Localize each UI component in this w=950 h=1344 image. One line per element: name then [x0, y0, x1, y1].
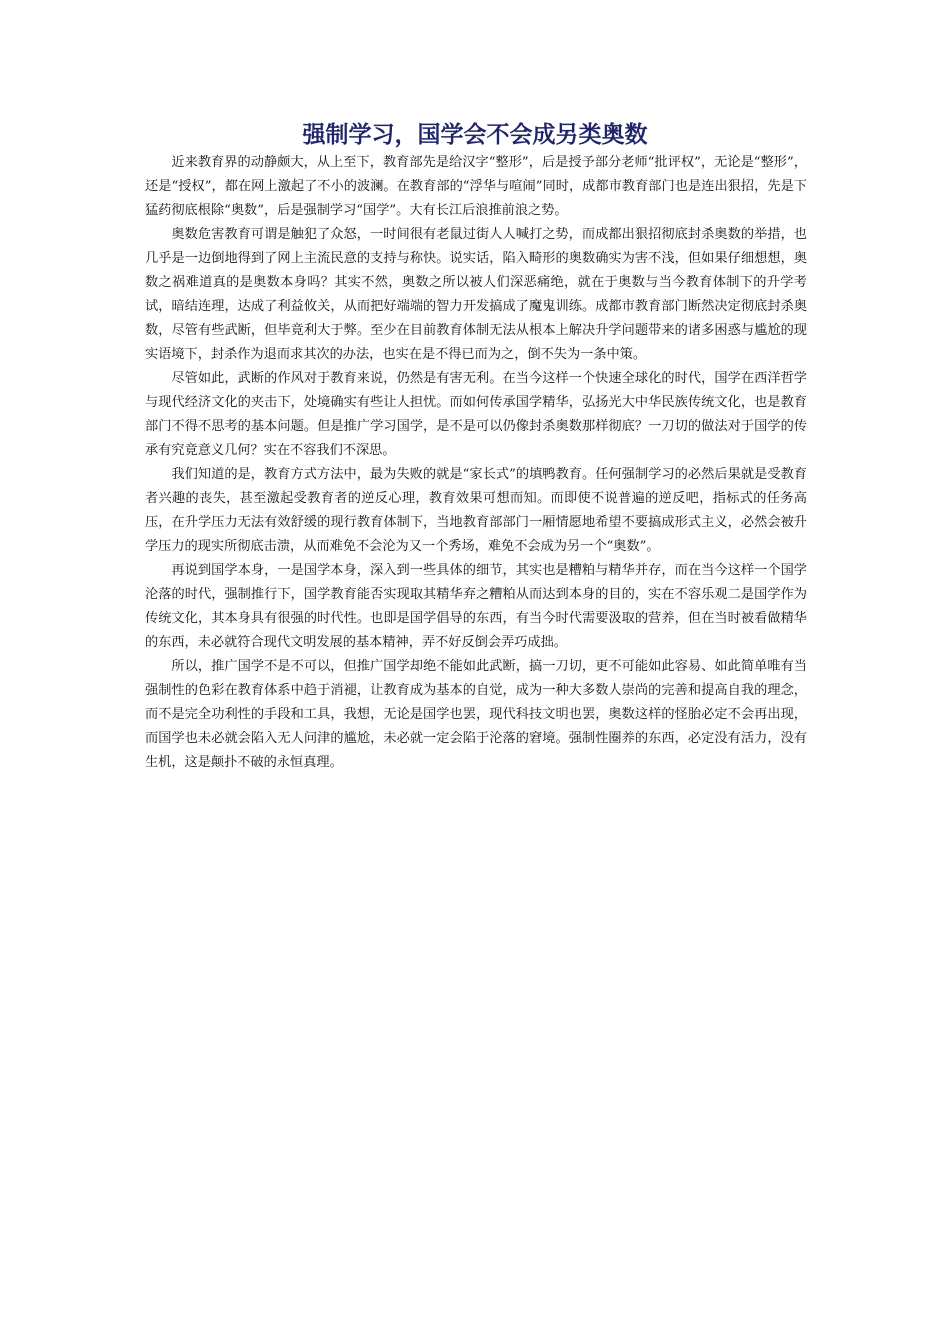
paragraph-4: 我们知道的是，教育方式方法中，最为失败的就是“家长式”的填鸭教育。任何强制学习的必然后果就是受教育者兴趣的丧失，甚至激起受教育者的逆反心理，教育效果可想而知。而即使不说普遍的逆反吧，指标式的任务高压，在升学压力无法有效舒缓的现行教育体制下，当地教育部部门一厢情愿地希望不要搞成形式主义，必然会被升学压力的现实所彻底击溃，从而难免不会沦为又一个秀场，难免不会成为另一个“奥数”。	[145, 467, 807, 554]
article-title: 强制学习，国学会不会成另类奥数	[302, 122, 648, 148]
article-body	[145, 151, 807, 775]
paragraph-2: 奥数危害教育可谓是触犯了众怒，一时间很有老鼠过街人人喊打之势，而成都出狠招彻底封杀奥数的举措，也几乎是一边倒地得到了网上主流民意的支持与称快。说实话，陷入畸形的奥数确实为害不浅，但如果仔细想想，奥数之祸难道真的是奥数本身吗？其实不然，奥数之所以被人们深恶痛绝，就在于奥数与当今教育体制下的升学考试，暗结连理，达成了利益攸关，从而把好端端的智力开发搞成了魔鬼训练。成都市教育部门断然决定彻底封杀奥数，尽管有些武断，但毕竟利大于弊。至少在目前教育体制无法从根本上解决升学问题带来的诸多困惑与尴尬的现实语境下，封杀作为退而求其次的办法，也实在是不得已而为之，倒不失为一条中策。	[145, 227, 807, 362]
paragraph-1: 近来教育界的动静颇大，从上至下，教育部先是给汉字“整形”，后是授予部分老师“批评权”，无论是“整形”，还是“授权”，都在网上激起了不小的波澜。在教育部的“浮华与喧闹”同时，成都市教育部门也是连出狠招，先是下猛药彻底根除“奥数”，后是强制学习“国学”。大有长江后浪推前浪之势。	[145, 155, 807, 218]
paragraph-3: 尽管如此，武断的作风对于教育来说，仍然是有害无利。在当今这样一个快速全球化的时代，国学在西洋哲学与现代经济文化的夹击下，处境确实有些让人担忧。而如何传承国学精华，弘扬光大中华民族传统文化，也是教育部门不得不思考的基本问题。但是推广学习国学，是不是可以仍像封杀奥数那样彻底？一刀切的做法对于国学的传承有究竟意义几何？实在不容我们不深思。	[145, 371, 807, 458]
paragraph-5: 再说到国学本身，一是国学本身，深入到一些具体的细节，其实也是糟粕与精华并存，而在当今这样一个国学沦落的时代，强制推行下，国学教育能否实现取其精华弃之糟粕从而达到本身的目的，实在不容乐观二是国学作为传统文化，其本身具有很强的时代性。也即是国学倡导的东西，有当今时代需要汲取的营养，但在当时被看做精华的东西，未必就符合现代文明发展的基本精神，弄不好反倒会弄巧成拙。	[145, 563, 807, 650]
paragraph-6: 所以，推广国学不是不可以，但推广国学却绝不能如此武断，搞一刀切，更不可能如此容易、如此简单唯有当强制性的色彩在教育体系中趋于消褪，让教育成为基本的自觉，成为一种大多数人崇尚的完善和提高自我的理念，而不是完全功利性的手段和工具，我想，无论是国学也罢，现代科技文明也罢，奥数这样的怪胎必定不会再出现，而国学也未必就会陷入无人问津的尴尬，未必就一定会陷于沦落的窘境。强制性圈养的东西，必定没有活力，没有生机，这是颠扑不破的永恒真理。	[145, 659, 807, 770]
